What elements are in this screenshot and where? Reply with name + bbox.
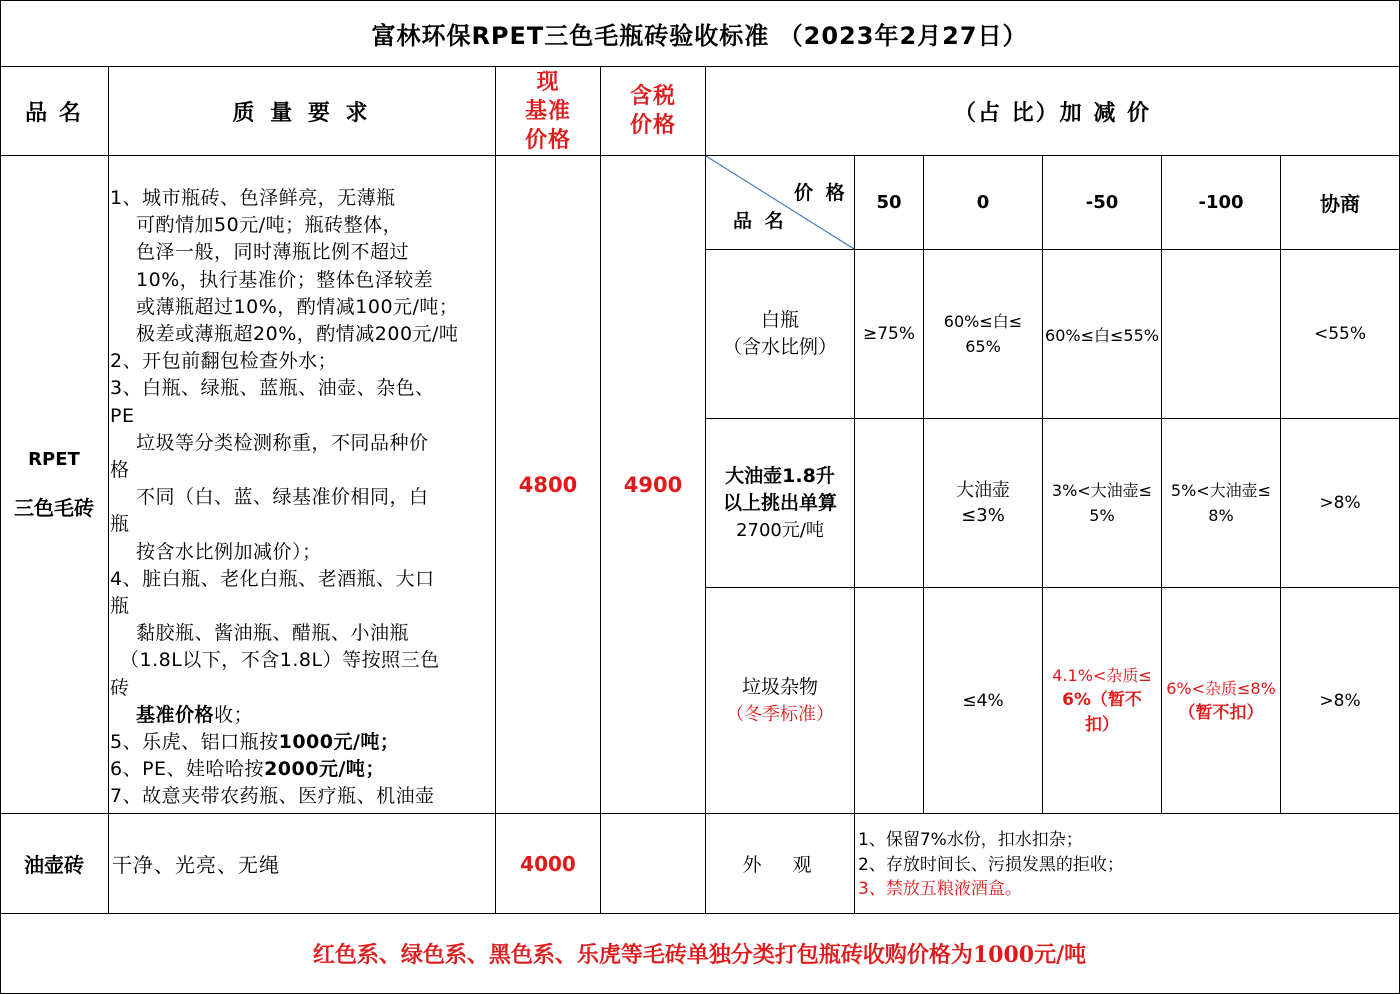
header-tax-price: 含税 价格: [601, 67, 706, 156]
oil-note-3: 3、禁放五粮液酒盒。: [858, 879, 1022, 899]
row-trash-minus-100: [1162, 588, 1281, 814]
row-white-minus-100: [1162, 250, 1281, 419]
oil-note-2: 2、存放时间长、污损发黑的拒收；: [858, 854, 1124, 875]
row-white-name: 白瓶 （含水比例）: [706, 250, 855, 419]
row-oil-50: [855, 419, 924, 588]
row-white-0: 60%≤白≤ 65%: [924, 250, 1043, 419]
col-50: 50: [855, 156, 924, 250]
row-oil-minus-50: 3%<大油壶≤ 5%: [1043, 419, 1162, 588]
diag-bottom-label: 品 名: [733, 210, 787, 232]
rpet-tax-price: 4900: [601, 156, 706, 814]
item6-prefix: 6、PE、娃哈哈按: [110, 758, 265, 781]
row-trash-minus-100-b: （暂不扣）: [1178, 702, 1264, 723]
page-title: 富林环保RPET三色毛瓶砖验收标准 （2023年2月27日）: [0, 0, 1400, 67]
row-trash-name: [706, 588, 855, 814]
row-oil-0: 大油壶 ≤3%: [924, 419, 1043, 588]
row-white-minus-50: 60%≤白≤55%: [1043, 250, 1162, 419]
row-trash-minus-50-a: 4.1%<杂质≤: [1052, 666, 1152, 685]
rpet-name: [0, 156, 109, 814]
oil-appearance-label: 外 观: [706, 814, 855, 914]
oil-note-1: 1、保留7%水份，扣水扣杂；: [858, 830, 1083, 850]
row-trash-minus-50-b: 6%（暂不 扣）: [1062, 690, 1142, 735]
header-adjustment: （占 比）加 减 价: [706, 67, 1400, 156]
row-white-negotiate: <55%: [1281, 250, 1400, 419]
rpet-base-price: 4800: [496, 156, 601, 814]
rpet-quality-bold-suffix: 收；: [214, 703, 254, 726]
oil-notes: [858, 828, 1396, 902]
oil-base-price: 4000: [496, 814, 601, 914]
diag-top-label: 价 格: [794, 182, 848, 204]
row-trash-negotiate: >8%: [1281, 588, 1400, 814]
oil-tax-price: [601, 814, 706, 914]
rpet-name-line1: RPET: [28, 448, 80, 470]
item6-bold: 2000元/吨；: [264, 758, 385, 781]
row-trash-50: [855, 588, 924, 814]
col-minus-50: -50: [1043, 156, 1162, 250]
item5-prefix: 5、乐虎、铝口瓶按: [110, 731, 279, 754]
col-minus-100: -100: [1162, 156, 1281, 250]
rpet-quality-bold: 基准价格: [136, 703, 215, 726]
header-base-price: 现 基准 价格: [496, 67, 601, 156]
header-quality: 质 量 要 求: [109, 67, 496, 156]
item7: 7、故意夹带农药瓶、医疗瓶、机油壶: [110, 785, 435, 808]
row-oil-name-normal: 2700元/吨: [736, 519, 824, 541]
row-white-50: ≥75%: [855, 250, 924, 419]
row-trash-0: ≤4%: [924, 588, 1043, 814]
footer-note: 红色系、绿色系、黑色系、乐虎等毛砖单独分类打包瓶砖收购价格为1000元/吨: [0, 914, 1400, 994]
header-product-name: 品 名: [0, 67, 109, 156]
row-trash-minus-100-a: 6%<杂质≤8%: [1166, 678, 1276, 698]
row-trash-name-winter: （冬季标准）: [726, 703, 834, 725]
row-trash-name-main: 垃圾杂物: [741, 675, 818, 698]
rpet-quality-body: 1、城市瓶砖、色泽鲜亮，无薄瓶 可酌情加50元/吨；瓶砖整体， 色泽一般，同时薄瓶比例不超过 10%，执行基准价；整体色泽较差 或薄瓶超过10%，酌情减100元/吨； 极差或薄瓶超20%，酌情减200元/吨 2、开包前翻包检查外水； 3、白瓶、绿瓶、蓝瓶、油壶、杂色、 PE 垃圾等分类检测称重，不同品种价 格 不同（白、蓝、绿基准价相同，白 瓶 按含水比例加减价）； 4、脏白瓶、老化白瓶、老酒瓶、大口 瓶 黏胶瓶、酱油瓶、醋瓶、小油瓶 （1.8L以下，不含1.8L）等按照三色 砖: [110, 187, 459, 699]
rpet-name-line2: 三色毛砖: [14, 495, 94, 520]
item5-bold: 1000元/吨；: [278, 731, 400, 754]
row-oil-name: [706, 419, 855, 588]
row-oil-name-bold: 大油壶1.8升 以上挑出单算: [722, 464, 837, 514]
rpet-quality-text: [110, 185, 492, 811]
row-oil-negotiate: >8%: [1281, 419, 1400, 588]
oil-name: 油壶砖: [0, 814, 109, 914]
col-negotiate: 协商: [1281, 156, 1400, 250]
row-oil-minus-100: 5%<大油壶≤ 8%: [1162, 419, 1281, 588]
col-0: 0: [924, 156, 1043, 250]
row-trash-minus-50: [1043, 588, 1162, 814]
oil-quality: 干净、光亮、无绳: [109, 814, 496, 914]
